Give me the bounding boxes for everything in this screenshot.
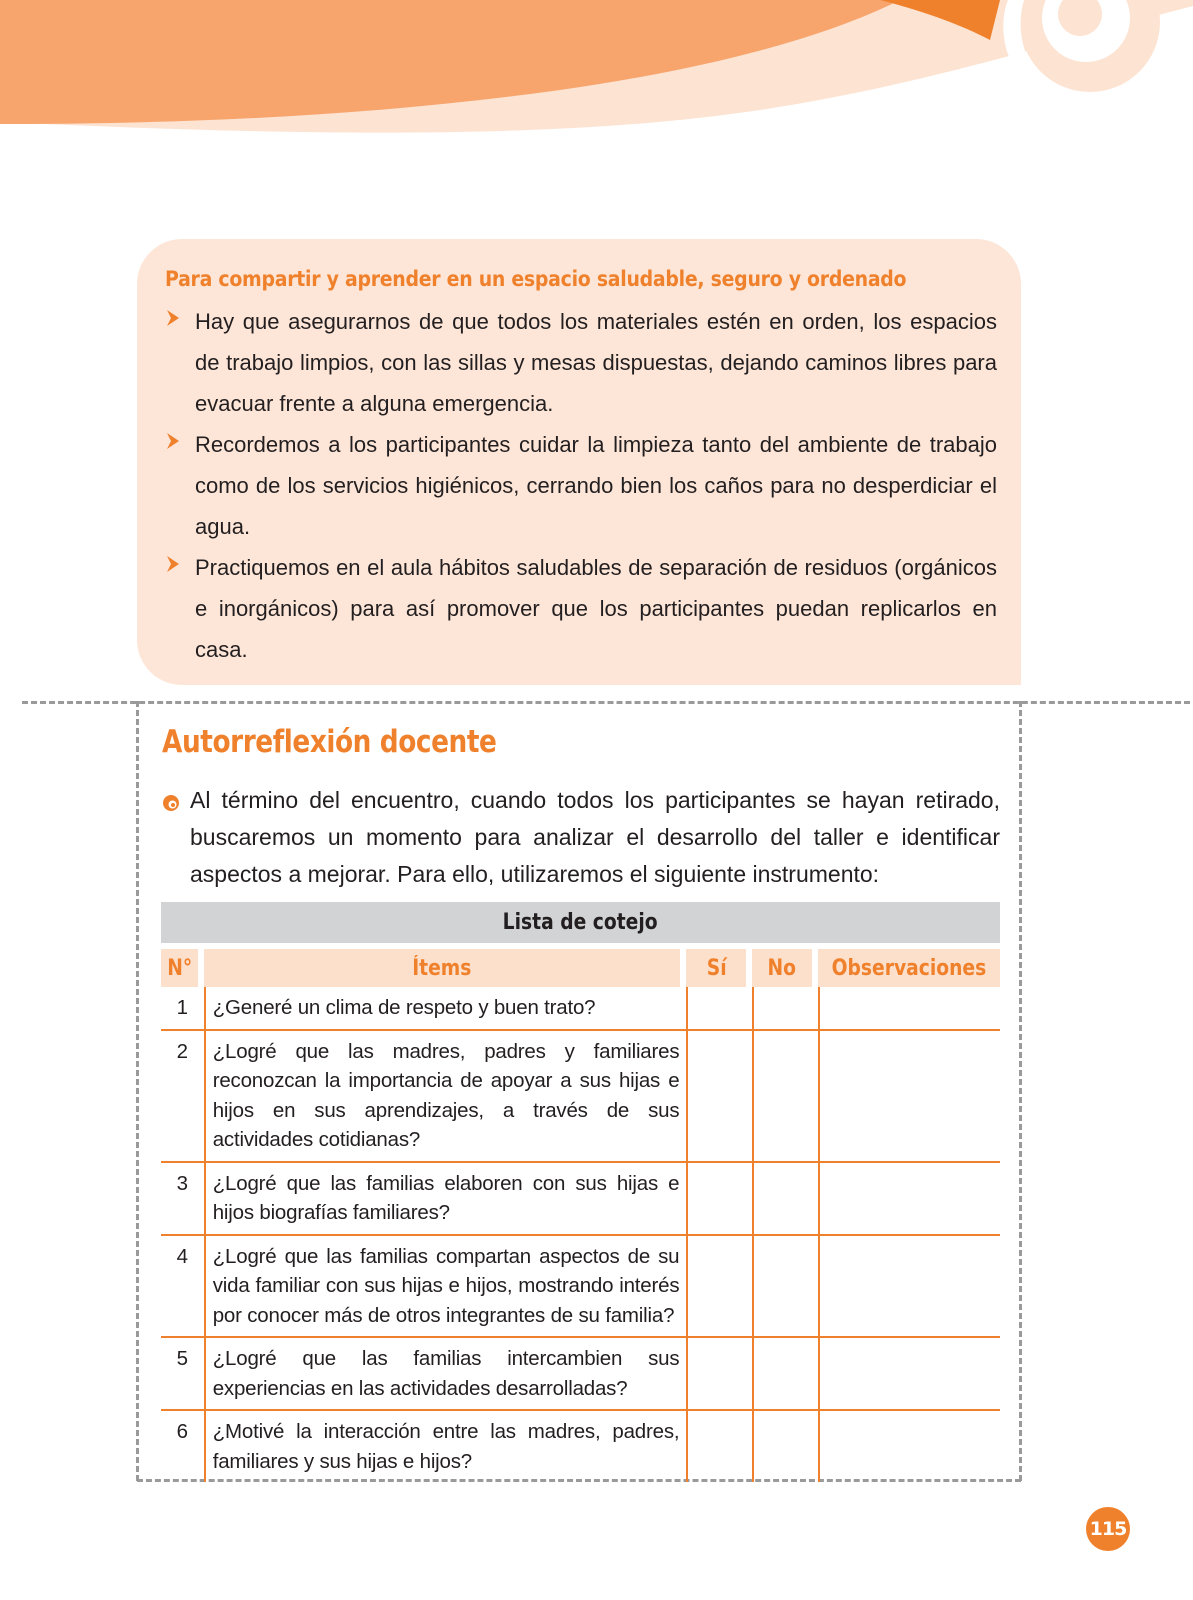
observations-cell[interactable] (818, 1338, 1000, 1411)
tips-list (165, 301, 997, 670)
yes-cell[interactable] (686, 1163, 752, 1236)
row-item: ¿Logré que las familias elaboren con sus hijas e hijos biografías familiares? (204, 1163, 687, 1236)
row-number: 6 (176, 1420, 189, 1443)
intro-paragraph (162, 782, 1000, 893)
yes-cell[interactable] (686, 1031, 752, 1163)
no-cell[interactable] (752, 1236, 818, 1339)
row-item: ¿Logré que las familias compartan aspectos de su vida familiar con sus hijas e hijos, mostrando interés por conocer más de otros integrantes de su familia? (204, 1236, 687, 1339)
table-row (161, 1031, 1000, 1163)
row-number: 3 (161, 1163, 204, 1236)
tip-item (165, 301, 997, 424)
no-cell[interactable] (752, 987, 818, 1031)
yes-cell[interactable] (686, 1236, 752, 1339)
header-decoration (0, 0, 1193, 200)
table-row (161, 1411, 1000, 1482)
row-item: ¿Motivé la interacción entre las madres, padres, familiares y sus hijas e hijos? (204, 1411, 687, 1482)
tips-title: Para compartir y aprender en un espacio saludable, seguro y ordenado (165, 267, 907, 291)
circle-bullet-icon (162, 794, 180, 812)
row-number: 2 (161, 1031, 204, 1163)
row-item: ¿Generé un clima de respeto y buen trato? (204, 987, 687, 1031)
dashed-frame-right (1019, 701, 1022, 1481)
yes-cell[interactable] (686, 1338, 752, 1411)
dashed-divider (22, 701, 1190, 704)
table-row (161, 1236, 1000, 1339)
intro-text: Al término del encuentro, cuando todos los participantes se hayan retirado, buscaremos un momento para analizar el desarrollo del taller e identificar aspectos a mejorar. Para ello, utilizaremos el siguiente instrumento: (190, 787, 1000, 887)
chevron-right-icon (165, 554, 181, 574)
section-title: Autorreflexión docente (162, 724, 497, 760)
row-number: 5 (161, 1338, 204, 1411)
observations-cell[interactable] (818, 1163, 1000, 1236)
no-cell[interactable] (752, 1411, 818, 1482)
observations-cell[interactable] (818, 987, 1000, 1031)
observations-cell[interactable] (818, 1411, 1000, 1482)
header-observations: Observaciones (818, 949, 1000, 987)
no-cell[interactable] (752, 1338, 818, 1411)
row-number: 4 (161, 1236, 204, 1339)
no-cell[interactable] (752, 1163, 818, 1236)
header-yes: Sí (686, 949, 752, 987)
header-no: No (752, 949, 818, 987)
checklist-caption: Lista de cotejo (161, 902, 1000, 949)
row-number: 1 (161, 987, 204, 1031)
table-row (161, 1338, 1000, 1411)
chevron-right-icon (165, 431, 181, 451)
no-cell[interactable] (752, 1031, 818, 1163)
yes-cell[interactable] (686, 987, 752, 1031)
header-number: N° (161, 949, 204, 987)
observations-cell[interactable] (818, 1236, 1000, 1339)
chevron-right-icon (165, 308, 181, 328)
safety-tips-box (137, 239, 1021, 685)
table-header-row (161, 949, 1000, 987)
row-item: ¿Logré que las madres, padres y familiares reconozcan la importancia de apoyar a sus hijas e hijos en sus aprendizajes, a través de sus actividades cotidianas? (204, 1031, 687, 1163)
tip-item (165, 424, 997, 547)
observations-cell[interactable] (818, 1031, 1000, 1163)
page-number: 115 (1086, 1507, 1130, 1551)
checklist-table (161, 902, 1000, 1482)
header-items: Ítems (204, 949, 687, 987)
yes-cell[interactable] (686, 1411, 752, 1482)
tip-text: Recordemos a los participantes cuidar la limpieza tanto del ambiente de trabajo como de los servicios higiénicos, cerrando bien los caños para no desperdiciar el agua. (195, 432, 997, 539)
table-row (161, 987, 1000, 1031)
dashed-frame-left (136, 701, 139, 1481)
row-item: ¿Logré que las familias intercambien sus experiencias en las actividades desarrolladas? (204, 1338, 687, 1411)
tip-text: Hay que asegurarnos de que todos los materiales estén en orden, los espacios de trabajo limpios, con las sillas y mesas dispuestas, dejando caminos libres para evacuar frente a alguna emergencia. (195, 309, 997, 416)
table-row (161, 1163, 1000, 1236)
tip-text: Practiquemos en el aula hábitos saludables de separación de residuos (orgánicos e inorgánicos) para así promover que los participantes puedan replicarlos en casa. (195, 555, 997, 662)
tip-item (165, 547, 997, 670)
